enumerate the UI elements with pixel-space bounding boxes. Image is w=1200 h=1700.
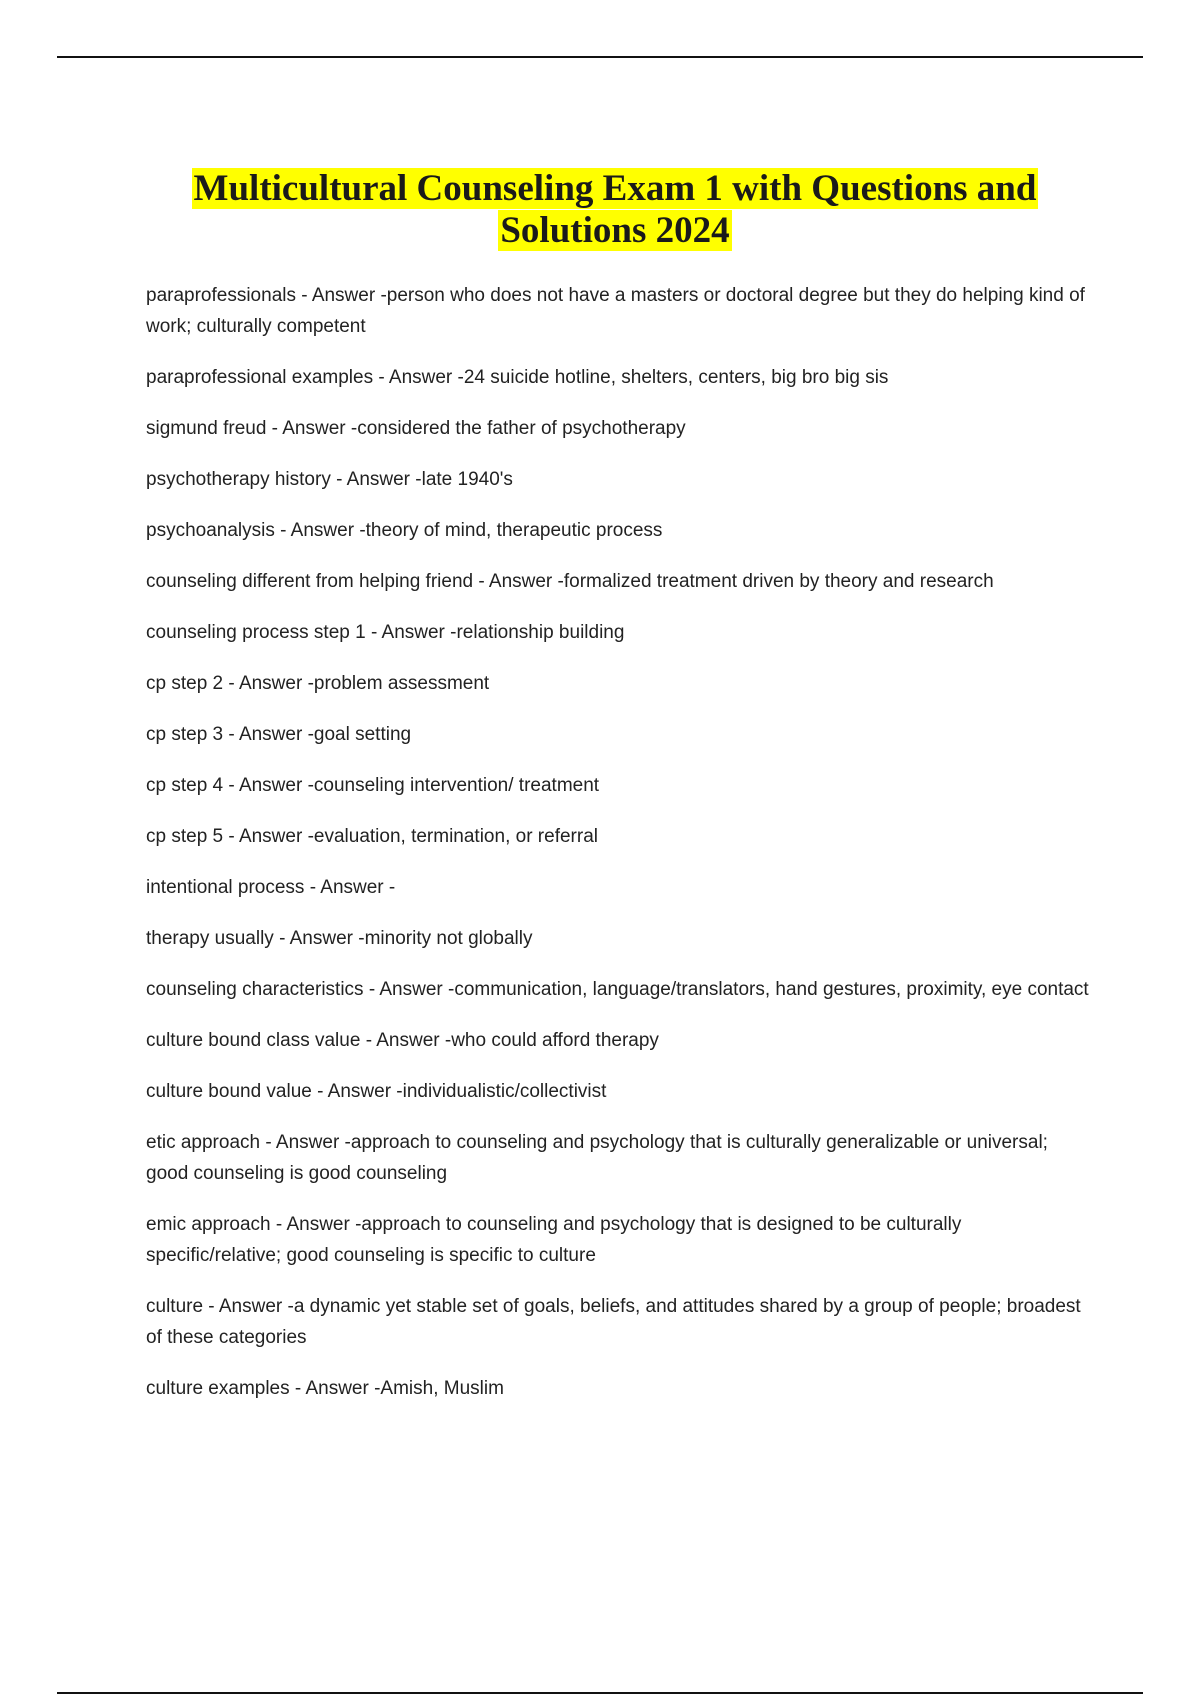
qa-item: culture bound value - Answer -individualistic/collectivist: [146, 1081, 607, 1102]
qa-item: culture - Answer -a dynamic yet stable set of goals, beliefs, and attitudes shared by a group of people; broadest of these categories: [146, 1296, 1081, 1348]
qa-item: counseling different from helping friend - Answer -formalized treatment driven by theory and research: [146, 571, 994, 592]
qa-list: [146, 280, 1091, 1424]
qa-item: counseling process step 1 - Answer -relationship building: [146, 622, 625, 643]
qa-item: therapy usually - Answer -minority not globally: [146, 928, 533, 949]
qa-item: cp step 5 - Answer -evaluation, termination, or referral: [146, 826, 598, 847]
page-title: [140, 168, 1090, 252]
title-line-1: Multicultural Counseling Exam 1 with Questions and: [193, 167, 1037, 209]
qa-item: culture examples - Answer -Amish, Muslim: [146, 1378, 504, 1399]
qa-item: culture bound class value - Answer -who could afford therapy: [146, 1030, 659, 1051]
qa-item: paraprofessional examples - Answer -24 suicide hotline, shelters, centers, big bro big sis: [146, 367, 889, 388]
qa-item: psychotherapy history - Answer -late 1940's: [146, 469, 513, 490]
qa-item: cp step 4 - Answer -counseling intervention/ treatment: [146, 775, 600, 796]
bottom-divider: [57, 1692, 1143, 1694]
top-divider: [57, 56, 1143, 58]
qa-item: etic approach - Answer -approach to counseling and psychology that is culturally generalizable or universal; good counseling is good counseling: [146, 1132, 1048, 1184]
qa-item: intentional process - Answer -: [146, 877, 396, 898]
qa-item: cp step 3 - Answer -goal setting: [146, 724, 412, 745]
qa-item: emic approach - Answer -approach to counseling and psychology that is designed to be culturally specific/relative; good counseling is specific to culture: [146, 1214, 962, 1266]
qa-item: counseling characteristics - Answer -communication, language/translators, hand gestures, proximity, eye contact: [146, 979, 1089, 1000]
qa-item: psychoanalysis - Answer -theory of mind, therapeutic process: [146, 520, 663, 541]
qa-item: sigmund freud - Answer -considered the father of psychotherapy: [146, 418, 686, 439]
qa-item: cp step 2 - Answer -problem assessment: [146, 673, 490, 694]
qa-item: paraprofessionals - Answer -person who does not have a masters or doctoral degree but they do helping kind of work; culturally competent: [146, 285, 1085, 337]
title-line-2: Solutions 2024: [500, 209, 730, 251]
